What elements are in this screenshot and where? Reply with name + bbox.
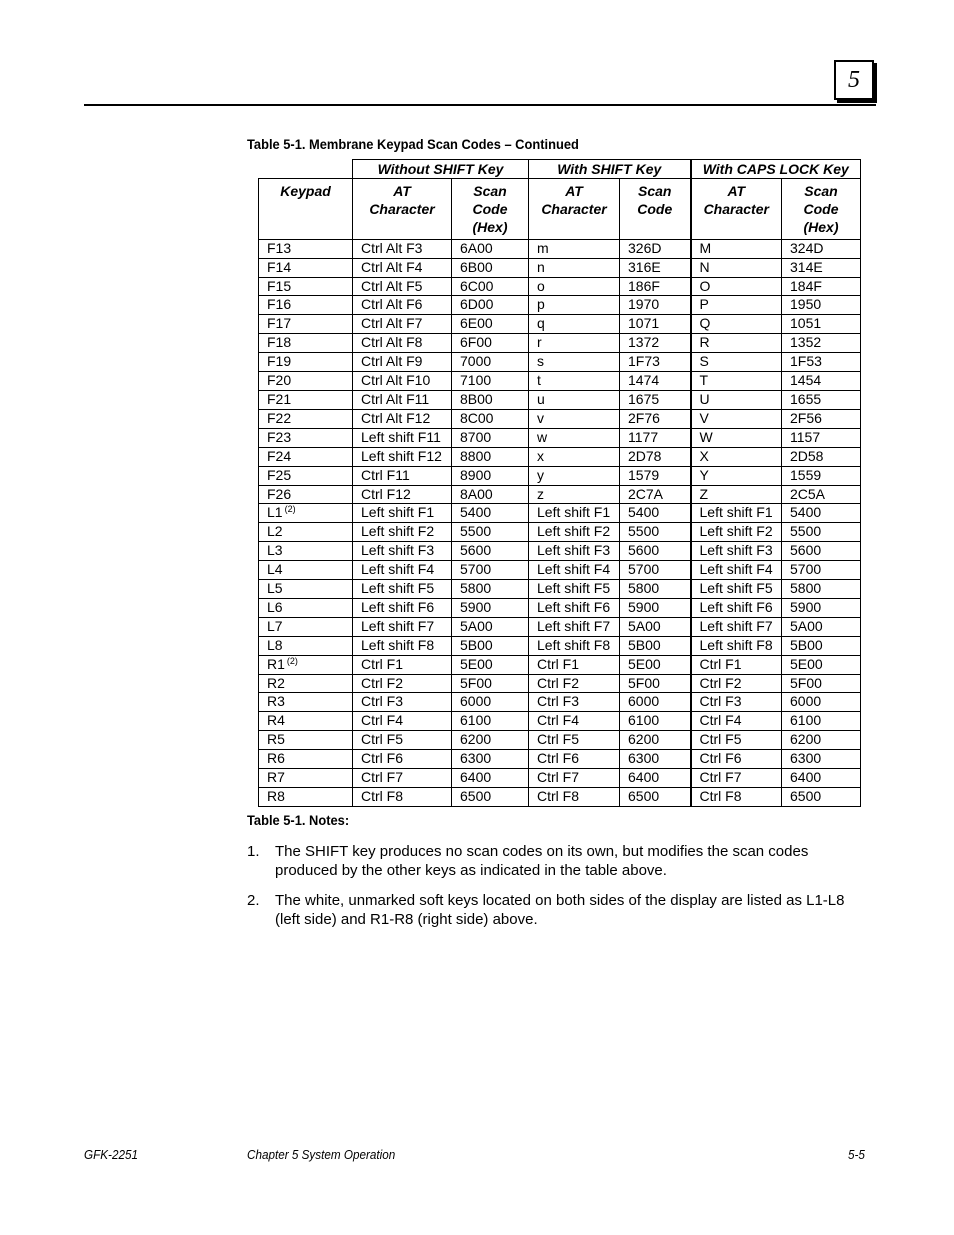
table-row (259, 750, 861, 769)
table-cell: Ctrl F2 (353, 674, 452, 693)
table-cell: 6500 (620, 788, 691, 807)
note-item (247, 842, 872, 880)
table-cell: 1F73 (620, 353, 691, 372)
table-cell: y (529, 466, 620, 485)
table-cell: Left shift F6 (353, 598, 452, 617)
table-cell: 8700 (452, 428, 529, 447)
table-row (259, 428, 861, 447)
table-cell: F19 (259, 353, 353, 372)
table-cell: F16 (259, 296, 353, 315)
table-cell: L4 (259, 561, 353, 580)
table-cell: 5400 (782, 504, 861, 523)
table-cell: 5F00 (620, 674, 691, 693)
table-row (259, 239, 861, 258)
table-cell: 5900 (782, 598, 861, 617)
table-cell: 5600 (620, 542, 691, 561)
table-cell: 5B00 (452, 636, 529, 655)
table-cell: Left shift F4 (529, 561, 620, 580)
table-cell: F23 (259, 428, 353, 447)
table-row (259, 277, 861, 296)
table-cell: 5800 (452, 580, 529, 599)
table-cell: 6E00 (452, 315, 529, 334)
table-cell: 1157 (782, 428, 861, 447)
table-cell: L7 (259, 617, 353, 636)
table-cell: 6500 (452, 788, 529, 807)
table-cell: V (691, 409, 782, 428)
table-row (259, 769, 861, 788)
table-cell: 186F (620, 277, 691, 296)
table-cell: 5900 (620, 598, 691, 617)
table-cell: 5800 (620, 580, 691, 599)
table-cell: 5A00 (620, 617, 691, 636)
table-cell: F18 (259, 334, 353, 353)
table-cell: u (529, 390, 620, 409)
table-cell: Ctrl F6 (529, 750, 620, 769)
table-cell: Ctrl F3 (353, 693, 452, 712)
table-row (259, 353, 861, 372)
table-cell: F13 (259, 239, 353, 258)
table-cell: Ctrl F3 (529, 693, 620, 712)
table-cell: m (529, 239, 620, 258)
table-cell: L1 $^{(2)}$ (259, 504, 353, 523)
table-cell: 2D58 (782, 447, 861, 466)
table-cell: Ctrl F2 (691, 674, 782, 693)
group-header-row (259, 160, 861, 179)
note-number: 2. (247, 892, 260, 909)
table-cell: 6200 (452, 731, 529, 750)
blank-corner (259, 160, 353, 179)
table-cell: 5800 (782, 580, 861, 599)
table-cell: 1071 (620, 315, 691, 334)
table-row (259, 334, 861, 353)
table-row (259, 296, 861, 315)
table-cell: R8 (259, 788, 353, 807)
table-cell: Ctrl Alt F4 (353, 258, 452, 277)
table-cell: T (691, 372, 782, 391)
table-cell: 6300 (452, 750, 529, 769)
table-cell: o (529, 277, 620, 296)
table-cell: 6400 (620, 769, 691, 788)
note-text: The white, unmarked soft keys located on both sides of the display are listed as L1-L8 (left side) and R1-R8 (right side) above. (275, 892, 845, 928)
table-cell: Ctrl F6 (353, 750, 452, 769)
table-cell: Left shift F7 (529, 617, 620, 636)
table-cell: R7 (259, 769, 353, 788)
table-cell: F15 (259, 277, 353, 296)
table-cell: 1655 (782, 390, 861, 409)
table-cell: v (529, 409, 620, 428)
table-cell: 1474 (620, 372, 691, 391)
header-at-character-2: AT Character (529, 179, 620, 240)
table-cell: F25 (259, 466, 353, 485)
table-cell: Ctrl F4 (529, 712, 620, 731)
table-row (259, 258, 861, 277)
table-cell: R1 $^{(2)}$ (259, 655, 353, 674)
table-cell: U (691, 390, 782, 409)
table-row (259, 372, 861, 391)
table-cell: 1950 (782, 296, 861, 315)
group-with-shift: With SHIFT Key (529, 160, 691, 179)
table-cell: 6500 (782, 788, 861, 807)
notes-title: Table 5-1. Notes: (247, 812, 350, 828)
group-without-shift: Without SHIFT Key (353, 160, 529, 179)
table-cell: Ctrl F4 (691, 712, 782, 731)
table-cell: q (529, 315, 620, 334)
table-cell: F24 (259, 447, 353, 466)
footnote-mark: (2) (286, 655, 298, 666)
table-cell: Left shift F6 (529, 598, 620, 617)
table-cell: F20 (259, 372, 353, 391)
table-cell: 1352 (782, 334, 861, 353)
table-cell: M (691, 239, 782, 258)
table-cell: 5B00 (620, 636, 691, 655)
table-cell: 1454 (782, 372, 861, 391)
table-cell: 316E (620, 258, 691, 277)
table-cell: 324D (782, 239, 861, 258)
table-row (259, 636, 861, 655)
table-cell: Left shift F6 (691, 598, 782, 617)
table-cell: 5B00 (782, 636, 861, 655)
table-cell: Left shift F1 (353, 504, 452, 523)
table-cell: Left shift F12 (353, 447, 452, 466)
table-cell: 5900 (452, 598, 529, 617)
table-row (259, 523, 861, 542)
header-scan-code-hex-3: Scan Code (Hex) (782, 179, 861, 240)
table-cell: Ctrl Alt F12 (353, 409, 452, 428)
table-cell: Ctrl Alt F9 (353, 353, 452, 372)
table-row (259, 409, 861, 428)
table-cell: 5600 (782, 542, 861, 561)
table-cell: Ctrl Alt F3 (353, 239, 452, 258)
table-cell: Left shift F8 (353, 636, 452, 655)
table-cell: 6200 (620, 731, 691, 750)
table-cell: Ctrl F5 (691, 731, 782, 750)
table-cell: Left shift F2 (691, 523, 782, 542)
table-row (259, 561, 861, 580)
table-row (259, 485, 861, 504)
table-cell: 6000 (620, 693, 691, 712)
table-cell: 184F (782, 277, 861, 296)
table-cell: L5 (259, 580, 353, 599)
table-cell: 5500 (452, 523, 529, 542)
table-cell: 2D78 (620, 447, 691, 466)
table-title: Table 5-1. Membrane Keypad Scan Codes – Continued (247, 136, 579, 152)
table-cell: 5F00 (452, 674, 529, 693)
table-cell: F21 (259, 390, 353, 409)
table-row (259, 466, 861, 485)
note-item (247, 891, 872, 929)
table-cell: Left shift F8 (691, 636, 782, 655)
table-row (259, 580, 861, 599)
table-cell: s (529, 353, 620, 372)
table-cell: L3 (259, 542, 353, 561)
table-cell: 2F76 (620, 409, 691, 428)
footnote-mark: (2) (284, 504, 296, 515)
table-cell: Ctrl F11 (353, 466, 452, 485)
table-cell: 6D00 (452, 296, 529, 315)
table-cell: Ctrl F8 (691, 788, 782, 807)
table-cell: 5400 (620, 504, 691, 523)
table-cell: S (691, 353, 782, 372)
table-cell: 5E00 (620, 655, 691, 674)
table-cell: 7000 (452, 353, 529, 372)
table-cell: Left shift F5 (529, 580, 620, 599)
table-cell: R5 (259, 731, 353, 750)
table-cell: 1559 (782, 466, 861, 485)
table-cell: 1579 (620, 466, 691, 485)
table-cell: Ctrl Alt F7 (353, 315, 452, 334)
table-cell: 5700 (782, 561, 861, 580)
table-cell: Ctrl F7 (529, 769, 620, 788)
table-cell: 6000 (452, 693, 529, 712)
table-cell: 5E00 (782, 655, 861, 674)
table-row (259, 731, 861, 750)
table-cell: R3 (259, 693, 353, 712)
table-cell: R6 (259, 750, 353, 769)
table-cell: 6B00 (452, 258, 529, 277)
header-at-character-3: AT Character (691, 179, 782, 240)
table-row (259, 504, 861, 523)
table-cell: 6400 (782, 769, 861, 788)
table-cell: Ctrl F3 (691, 693, 782, 712)
table-cell: P (691, 296, 782, 315)
table-row (259, 542, 861, 561)
table-cell: Left shift F4 (691, 561, 782, 580)
table-cell: Left shift F7 (691, 617, 782, 636)
note-text: The SHIFT key produces no scan codes on its own, but modifies the scan codes produced by the other keys as indicated in the table above. (275, 843, 809, 879)
table-cell: Left shift F5 (691, 580, 782, 599)
table-cell: Ctrl F8 (353, 788, 452, 807)
table-cell: 8800 (452, 447, 529, 466)
scan-codes-table (258, 159, 861, 807)
table-row (259, 315, 861, 334)
table-cell: 8C00 (452, 409, 529, 428)
table-cell: Left shift F11 (353, 428, 452, 447)
table-cell: 5E00 (452, 655, 529, 674)
table-cell: Left shift F1 (691, 504, 782, 523)
table-cell: 5A00 (782, 617, 861, 636)
table-cell: Ctrl F7 (353, 769, 452, 788)
table-cell: Ctrl F12 (353, 485, 452, 504)
table-cell: 6300 (782, 750, 861, 769)
table-row (259, 788, 861, 807)
table-row (259, 712, 861, 731)
table-cell: Left shift F5 (353, 580, 452, 599)
table-cell: Left shift F4 (353, 561, 452, 580)
table-cell: Left shift F8 (529, 636, 620, 655)
table-cell: 2C7A (620, 485, 691, 504)
table-body (259, 239, 861, 806)
table-cell: 5700 (452, 561, 529, 580)
table-cell: 5700 (620, 561, 691, 580)
table-cell: 6200 (782, 731, 861, 750)
table-cell: Ctrl F2 (529, 674, 620, 693)
table-cell: Y (691, 466, 782, 485)
table-cell: Ctrl Alt F10 (353, 372, 452, 391)
table-cell: Left shift F3 (529, 542, 620, 561)
chapter-number: 5 (848, 66, 860, 93)
table-cell: x (529, 447, 620, 466)
table-cell: Ctrl F4 (353, 712, 452, 731)
table-cell: O (691, 277, 782, 296)
footer-doc-number: GFK-2251 (84, 1147, 138, 1162)
group-with-caps-lock: With CAPS LOCK Key (691, 160, 861, 179)
table-cell: 6400 (452, 769, 529, 788)
table-cell: Left shift F3 (691, 542, 782, 561)
table-cell: Ctrl F1 (529, 655, 620, 674)
column-header-row (259, 179, 861, 240)
table-cell: Q (691, 315, 782, 334)
table-cell: 314E (782, 258, 861, 277)
header-rule (84, 104, 876, 106)
table-cell: 8B00 (452, 390, 529, 409)
table-cell: 6100 (620, 712, 691, 731)
table-cell: 5500 (782, 523, 861, 542)
table-cell: 6000 (782, 693, 861, 712)
table-cell: R2 (259, 674, 353, 693)
table-cell: 5F00 (782, 674, 861, 693)
table-cell: 6A00 (452, 239, 529, 258)
header-scan-code-2: Scan Code (620, 179, 691, 240)
table-cell: Ctrl Alt F5 (353, 277, 452, 296)
table-cell: 1675 (620, 390, 691, 409)
table-cell: Ctrl Alt F8 (353, 334, 452, 353)
header-at-character-1: AT Character (353, 179, 452, 240)
table-cell: L6 (259, 598, 353, 617)
table-cell: Ctrl F8 (529, 788, 620, 807)
table-cell: 2C5A (782, 485, 861, 504)
table-cell: X (691, 447, 782, 466)
table-cell: 1F53 (782, 353, 861, 372)
header-scan-code-hex-1: Scan Code (Hex) (452, 179, 529, 240)
footer-page-number: 5-5 (848, 1147, 865, 1162)
table-cell: n (529, 258, 620, 277)
table-cell: t (529, 372, 620, 391)
table-row (259, 598, 861, 617)
table-cell: 2F56 (782, 409, 861, 428)
table-cell: p (529, 296, 620, 315)
footer-chapter: Chapter 5 System Operation (247, 1147, 396, 1162)
table-row (259, 390, 861, 409)
table-cell: 5600 (452, 542, 529, 561)
table-cell: 5400 (452, 504, 529, 523)
table-cell: 8A00 (452, 485, 529, 504)
table-cell: R4 (259, 712, 353, 731)
table-cell: 6100 (782, 712, 861, 731)
table-cell: Ctrl F1 (691, 655, 782, 674)
notes-list (247, 842, 872, 940)
table-cell: F17 (259, 315, 353, 334)
table-cell: 7100 (452, 372, 529, 391)
table-cell: Ctrl F7 (691, 769, 782, 788)
table-cell: 1051 (782, 315, 861, 334)
header-keypad: Keypad (259, 179, 353, 240)
table-cell: 8900 (452, 466, 529, 485)
table-cell: Ctrl F1 (353, 655, 452, 674)
table-cell: Left shift F7 (353, 617, 452, 636)
table-cell: Left shift F1 (529, 504, 620, 523)
table-cell: L8 (259, 636, 353, 655)
table-cell: 1177 (620, 428, 691, 447)
table-cell: 6100 (452, 712, 529, 731)
table-cell: 1372 (620, 334, 691, 353)
table-cell: r (529, 334, 620, 353)
table-cell: R (691, 334, 782, 353)
table-cell: W (691, 428, 782, 447)
table-row (259, 655, 861, 674)
table-cell: N (691, 258, 782, 277)
table-cell: F26 (259, 485, 353, 504)
table-row (259, 447, 861, 466)
table-row (259, 693, 861, 712)
table-cell: Ctrl Alt F11 (353, 390, 452, 409)
table-cell: 6300 (620, 750, 691, 769)
table-cell: Left shift F2 (529, 523, 620, 542)
table-cell: 6F00 (452, 334, 529, 353)
table-cell: Left shift F2 (353, 523, 452, 542)
table-cell: 5500 (620, 523, 691, 542)
table-cell: Z (691, 485, 782, 504)
table-cell: Ctrl Alt F6 (353, 296, 452, 315)
table-cell: 326D (620, 239, 691, 258)
table-cell: z (529, 485, 620, 504)
table-cell: Ctrl F5 (529, 731, 620, 750)
table-cell: F14 (259, 258, 353, 277)
table-cell: L2 (259, 523, 353, 542)
table-row (259, 674, 861, 693)
table-cell: 1970 (620, 296, 691, 315)
table-row (259, 617, 861, 636)
table-cell: 5A00 (452, 617, 529, 636)
table-cell: Left shift F3 (353, 542, 452, 561)
table-cell: w (529, 428, 620, 447)
chapter-number-tab (834, 60, 874, 100)
table-cell: Ctrl F6 (691, 750, 782, 769)
table-cell: 6C00 (452, 277, 529, 296)
table-cell: Ctrl F5 (353, 731, 452, 750)
table-cell: F22 (259, 409, 353, 428)
note-number: 1. (247, 843, 260, 860)
